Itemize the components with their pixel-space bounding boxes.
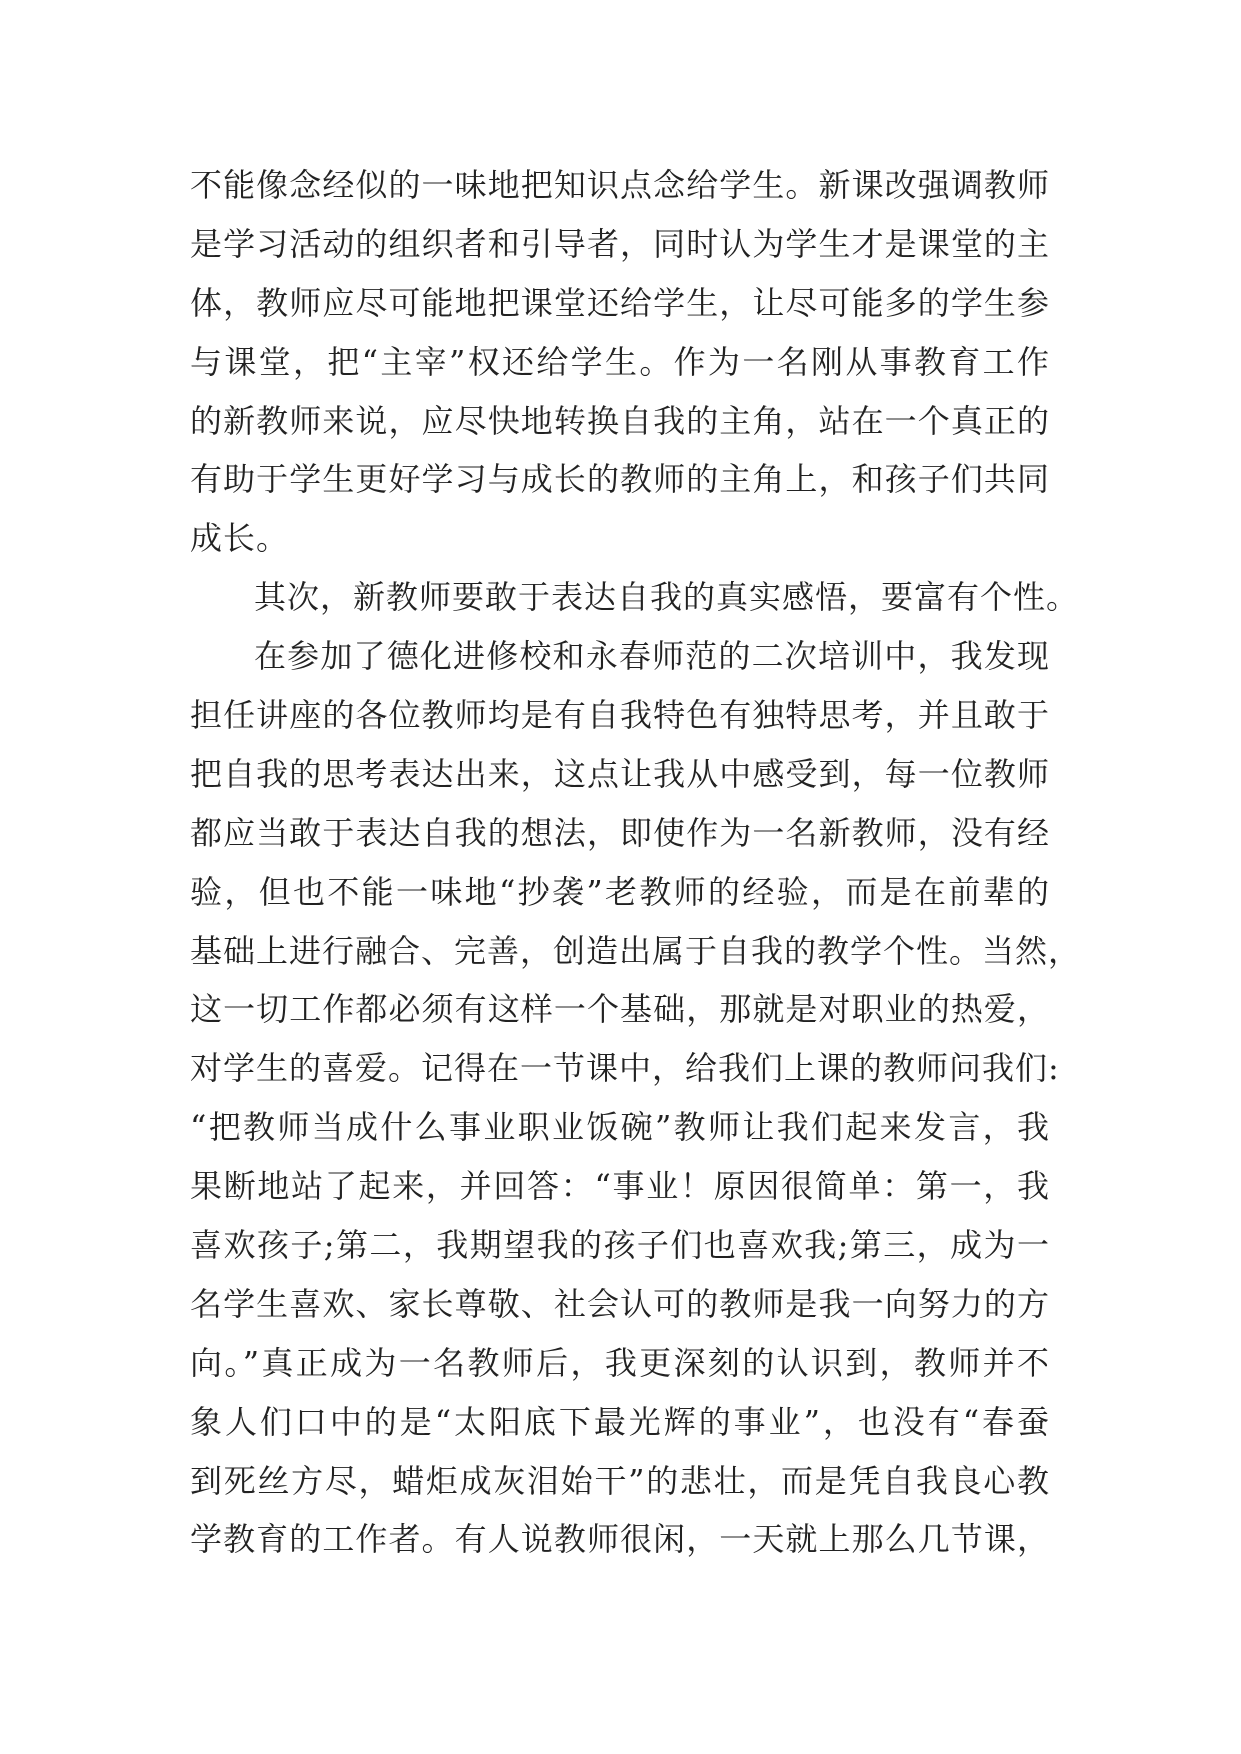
text-line: 的新教师来说，应尽快地转换自我的主角，站在一个真正的 xyxy=(190,401,1050,440)
text-line: 果断地站了起来，并回答：“事业！原因很简单：第一，我 xyxy=(190,1167,1050,1206)
text-line: 喜欢孩子;第二，我期望我的孩子们也喜欢我;第三，成为一 xyxy=(190,1226,1050,1265)
text-line: 这一切工作都必须有这样一个基础，那就是对职业的热爱， xyxy=(190,990,1050,1029)
text-line: 象人们口中的是“太阳底下最光辉的事业”，也没有“春蚕 xyxy=(190,1402,1050,1441)
text-line: 把自我的思考表达出来，这点让我从中感受到，每一位教师 xyxy=(190,754,1050,793)
text-line: 验，但也不能一味地“抄袭”老教师的经验，而是在前辈的 xyxy=(190,872,1050,911)
text-line: “把教师当成什么事业职业饭碗”教师让我们起来发言，我 xyxy=(190,1108,1050,1147)
body-text xyxy=(190,156,1082,1569)
text-line: 在参加了德化进修校和永春师范的二次培训中，我发现 xyxy=(254,637,1050,676)
text-line: 对学生的喜爱。记得在一节课中，给我们上课的教师问我们: xyxy=(190,1049,1060,1088)
text-line: 有助于学生更好学习与成长的教师的主角上，和孩子们共同 xyxy=(190,460,1050,499)
text-line: 不能像念经似的一味地把知识点念给学生。新课改强调教师 xyxy=(190,166,1050,204)
text-line: 基础上进行融合、完善，创造出属于自我的教学个性。当然， xyxy=(190,931,1082,970)
text-line: 成长。 xyxy=(190,519,290,558)
text-line: 与课堂，把“主宰”权还给学生。作为一名刚从事教育工作 xyxy=(190,342,1050,381)
text-line: 体，教师应尽可能地把课堂还给学生，让尽可能多的学生参 xyxy=(190,283,1050,322)
text-line: 向。”真正成为一名教师后，我更深刻的认识到，教师并不 xyxy=(190,1343,1050,1382)
text-line: 担任讲座的各位教师均是有自我特色有独特思考，并且敢于 xyxy=(190,696,1050,735)
text-line: 学教育的工作者。有人说教师很闲，一天就上那么几节课， xyxy=(190,1520,1050,1559)
text-line: 是学习活动的组织者和引导者，同时认为学生才是课堂的主 xyxy=(190,224,1050,263)
text-line: 名学生喜欢、家长尊敬、社会认可的教师是我一向努力的方 xyxy=(190,1284,1050,1323)
text-line: 到死丝方尽，蜡炬成灰泪始干”的悲壮，而是凭自我良心教 xyxy=(190,1461,1050,1500)
text-line: 都应当敢于表达自我的想法，即使作为一名新教师，没有经 xyxy=(190,813,1050,852)
text-line: 其次，新教师要敢于表达自我的真实感悟，要富有个性。 xyxy=(254,578,1080,617)
